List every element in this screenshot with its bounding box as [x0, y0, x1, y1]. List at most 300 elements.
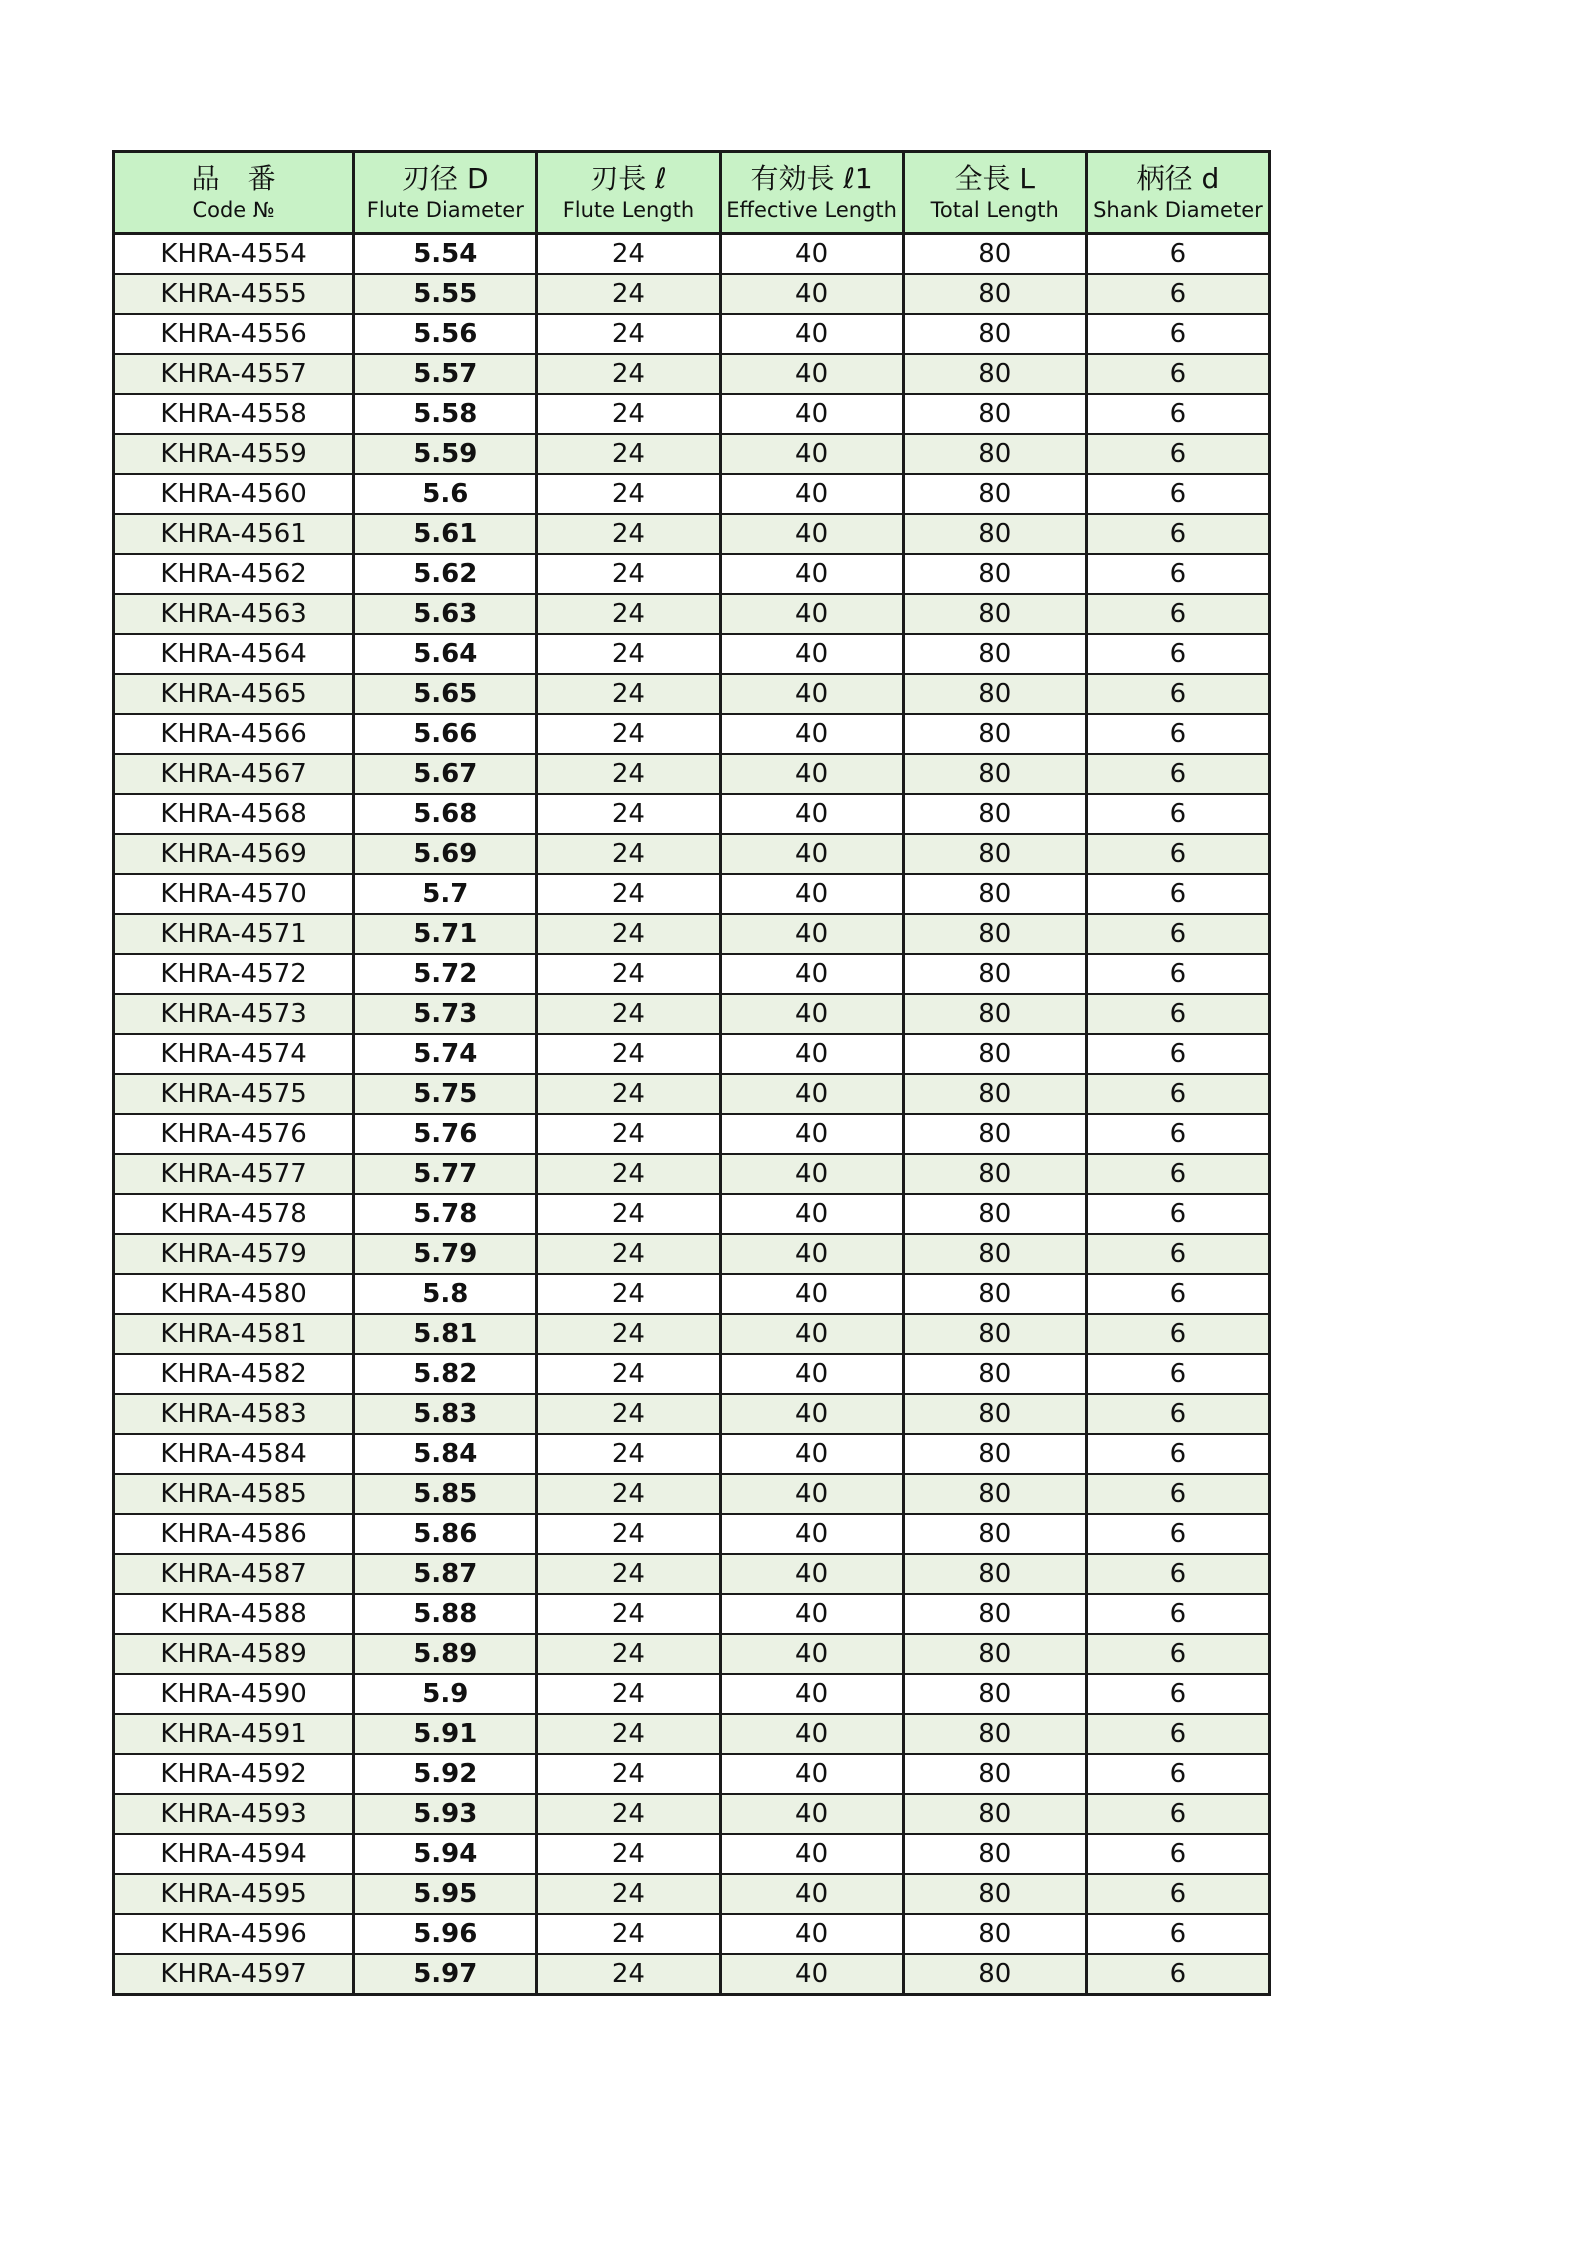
cell-shank-diameter: 6: [1086, 1674, 1269, 1714]
cell-flute-length: 24: [537, 1954, 720, 1995]
cell-flute-diameter: 5.81: [354, 1314, 537, 1354]
cell-effective-length: 40: [720, 274, 903, 314]
cell-code: KHRA-4559: [114, 434, 354, 474]
cell-total-length: 80: [903, 994, 1086, 1034]
cell-total-length: 80: [903, 1794, 1086, 1834]
cell-flute-diameter: 5.92: [354, 1754, 537, 1794]
cell-flute-length: 24: [537, 1074, 720, 1114]
cell-shank-diameter: 6: [1086, 274, 1269, 314]
table-row: [114, 354, 1270, 394]
table-row: [114, 434, 1270, 474]
table-row: [114, 1234, 1270, 1274]
table-row: [114, 1314, 1270, 1354]
cell-effective-length: 40: [720, 1914, 903, 1954]
cell-code: KHRA-4575: [114, 1074, 354, 1114]
table-row: [114, 714, 1270, 754]
header-code: [114, 152, 354, 234]
cell-flute-diameter: 5.59: [354, 434, 537, 474]
cell-total-length: 80: [903, 1514, 1086, 1554]
cell-code: KHRA-4554: [114, 234, 354, 275]
header-total-length-en: Total Length: [930, 197, 1059, 222]
cell-shank-diameter: 6: [1086, 1434, 1269, 1474]
cell-flute-diameter: 5.82: [354, 1354, 537, 1394]
cell-total-length: 80: [903, 1274, 1086, 1314]
cell-flute-diameter: 5.61: [354, 514, 537, 554]
cell-total-length: 80: [903, 234, 1086, 275]
cell-code: KHRA-4556: [114, 314, 354, 354]
cell-flute-length: 24: [537, 314, 720, 354]
cell-total-length: 80: [903, 1714, 1086, 1754]
cell-effective-length: 40: [720, 1474, 903, 1514]
cell-flute-diameter: 5.63: [354, 594, 537, 634]
header-code-en: Code №: [192, 197, 275, 222]
cell-code: KHRA-4566: [114, 714, 354, 754]
cell-flute-diameter: 5.6: [354, 474, 537, 514]
cell-code: KHRA-4597: [114, 1954, 354, 1995]
cell-flute-length: 24: [537, 1714, 720, 1754]
cell-flute-diameter: 5.91: [354, 1714, 537, 1754]
table-row: [114, 994, 1270, 1034]
cell-code: KHRA-4570: [114, 874, 354, 914]
header-effective-length: [720, 152, 903, 234]
cell-total-length: 80: [903, 754, 1086, 794]
cell-code: KHRA-4563: [114, 594, 354, 634]
cell-total-length: 80: [903, 634, 1086, 674]
table-row: [114, 554, 1270, 594]
cell-flute-length: 24: [537, 474, 720, 514]
cell-flute-length: 24: [537, 514, 720, 554]
table-row: [114, 314, 1270, 354]
header-flute-diameter-en: Flute Diameter: [366, 197, 524, 222]
cell-code: KHRA-4558: [114, 394, 354, 434]
table-row: [114, 514, 1270, 554]
cell-effective-length: 40: [720, 514, 903, 554]
cell-flute-length: 24: [537, 1154, 720, 1194]
table-row: [114, 874, 1270, 914]
cell-code: KHRA-4578: [114, 1194, 354, 1234]
cell-flute-diameter: 5.64: [354, 634, 537, 674]
cell-total-length: 80: [903, 274, 1086, 314]
cell-effective-length: 40: [720, 714, 903, 754]
cell-shank-diameter: 6: [1086, 1154, 1269, 1194]
table-row: [114, 794, 1270, 834]
cell-effective-length: 40: [720, 1634, 903, 1674]
cell-flute-length: 24: [537, 1114, 720, 1154]
header-flute-diameter: [354, 152, 537, 234]
cell-code: KHRA-4572: [114, 954, 354, 994]
cell-code: KHRA-4577: [114, 1154, 354, 1194]
cell-shank-diameter: 6: [1086, 1954, 1269, 1995]
cell-code: KHRA-4576: [114, 1114, 354, 1154]
cell-effective-length: 40: [720, 1394, 903, 1434]
table-row: [114, 394, 1270, 434]
cell-shank-diameter: 6: [1086, 1074, 1269, 1114]
cell-effective-length: 40: [720, 434, 903, 474]
cell-effective-length: 40: [720, 1434, 903, 1474]
cell-flute-diameter: 5.87: [354, 1554, 537, 1594]
cell-shank-diameter: 6: [1086, 394, 1269, 434]
cell-effective-length: 40: [720, 674, 903, 714]
cell-effective-length: 40: [720, 1874, 903, 1914]
cell-total-length: 80: [903, 474, 1086, 514]
cell-flute-length: 24: [537, 1594, 720, 1634]
cell-flute-diameter: 5.58: [354, 394, 537, 434]
cell-effective-length: 40: [720, 634, 903, 674]
cell-flute-length: 24: [537, 1834, 720, 1874]
header-shank-diameter-jp: 柄径 d: [1136, 161, 1220, 195]
cell-effective-length: 40: [720, 1554, 903, 1594]
cell-total-length: 80: [903, 1234, 1086, 1274]
header-total-length: [903, 152, 1086, 234]
header-flute-length-jp: 刃長 ℓ: [590, 161, 667, 195]
cell-total-length: 80: [903, 1354, 1086, 1394]
cell-flute-length: 24: [537, 1314, 720, 1354]
cell-total-length: 80: [903, 1874, 1086, 1914]
cell-flute-length: 24: [537, 1354, 720, 1394]
spec-table: [112, 150, 1271, 1996]
cell-effective-length: 40: [720, 794, 903, 834]
cell-flute-length: 24: [537, 274, 720, 314]
cell-effective-length: 40: [720, 1514, 903, 1554]
header-total-length-jp: 全長 L: [954, 161, 1035, 195]
table-row: [114, 1434, 1270, 1474]
cell-flute-diameter: 5.72: [354, 954, 537, 994]
cell-code: KHRA-4560: [114, 474, 354, 514]
table-row: [114, 1794, 1270, 1834]
cell-flute-diameter: 5.71: [354, 914, 537, 954]
cell-total-length: 80: [903, 1154, 1086, 1194]
cell-total-length: 80: [903, 834, 1086, 874]
table-row: [114, 1594, 1270, 1634]
cell-effective-length: 40: [720, 994, 903, 1034]
cell-effective-length: 40: [720, 1754, 903, 1794]
cell-effective-length: 40: [720, 1274, 903, 1314]
cell-flute-length: 24: [537, 874, 720, 914]
table-row: [114, 474, 1270, 514]
cell-shank-diameter: 6: [1086, 954, 1269, 994]
cell-shank-diameter: 6: [1086, 234, 1269, 275]
cell-flute-diameter: 5.65: [354, 674, 537, 714]
table-row: [114, 1874, 1270, 1914]
table-header: [114, 152, 1270, 234]
cell-flute-diameter: 5.78: [354, 1194, 537, 1234]
cell-effective-length: 40: [720, 1074, 903, 1114]
cell-effective-length: 40: [720, 1114, 903, 1154]
cell-flute-length: 24: [537, 834, 720, 874]
cell-total-length: 80: [903, 1474, 1086, 1514]
table-row: [114, 834, 1270, 874]
table-row: [114, 1474, 1270, 1514]
cell-code: KHRA-4562: [114, 554, 354, 594]
cell-effective-length: 40: [720, 1954, 903, 1995]
cell-flute-diameter: 5.8: [354, 1274, 537, 1314]
cell-effective-length: 40: [720, 234, 903, 275]
header-flute-length-en: Flute Length: [562, 197, 695, 222]
cell-code: KHRA-4583: [114, 1394, 354, 1434]
cell-effective-length: 40: [720, 594, 903, 634]
cell-flute-diameter: 5.74: [354, 1034, 537, 1074]
cell-flute-diameter: 5.75: [354, 1074, 537, 1114]
cell-flute-diameter: 5.94: [354, 1834, 537, 1874]
cell-shank-diameter: 6: [1086, 1194, 1269, 1234]
cell-effective-length: 40: [720, 754, 903, 794]
header-row: [114, 152, 1270, 234]
table-row: [114, 1714, 1270, 1754]
table-row: [114, 1154, 1270, 1194]
table-row: [114, 1354, 1270, 1394]
cell-code: KHRA-4586: [114, 1514, 354, 1554]
cell-code: KHRA-4587: [114, 1554, 354, 1594]
cell-effective-length: 40: [720, 394, 903, 434]
cell-shank-diameter: 6: [1086, 1834, 1269, 1874]
table-row: [114, 594, 1270, 634]
cell-flute-length: 24: [537, 1794, 720, 1834]
cell-code: KHRA-4573: [114, 994, 354, 1034]
cell-code: KHRA-4569: [114, 834, 354, 874]
table-row: [114, 1674, 1270, 1714]
cell-total-length: 80: [903, 1194, 1086, 1234]
cell-shank-diameter: 6: [1086, 994, 1269, 1034]
cell-total-length: 80: [903, 594, 1086, 634]
header-shank-diameter-en: Shank Diameter: [1093, 197, 1263, 222]
cell-flute-diameter: 5.55: [354, 274, 537, 314]
cell-effective-length: 40: [720, 1794, 903, 1834]
cell-total-length: 80: [903, 434, 1086, 474]
cell-shank-diameter: 6: [1086, 594, 1269, 634]
cell-shank-diameter: 6: [1086, 1514, 1269, 1554]
cell-flute-length: 24: [537, 1194, 720, 1234]
table-row: [114, 1634, 1270, 1674]
cell-code: KHRA-4584: [114, 1434, 354, 1474]
cell-total-length: 80: [903, 954, 1086, 994]
header-effective-length-en: Effective Length: [726, 197, 897, 222]
cell-shank-diameter: 6: [1086, 354, 1269, 394]
cell-flute-length: 24: [537, 914, 720, 954]
cell-code: KHRA-4585: [114, 1474, 354, 1514]
cell-total-length: 80: [903, 354, 1086, 394]
cell-flute-diameter: 5.68: [354, 794, 537, 834]
table-row: [114, 234, 1270, 275]
cell-shank-diameter: 6: [1086, 1794, 1269, 1834]
cell-shank-diameter: 6: [1086, 1754, 1269, 1794]
cell-code: KHRA-4593: [114, 1794, 354, 1834]
cell-flute-diameter: 5.56: [354, 314, 537, 354]
table-row: [114, 1394, 1270, 1434]
cell-flute-length: 24: [537, 1274, 720, 1314]
cell-code: KHRA-4568: [114, 794, 354, 834]
table-row: [114, 954, 1270, 994]
cell-flute-diameter: 5.85: [354, 1474, 537, 1514]
cell-code: KHRA-4581: [114, 1314, 354, 1354]
cell-code: KHRA-4595: [114, 1874, 354, 1914]
cell-total-length: 80: [903, 914, 1086, 954]
table-body: [114, 234, 1270, 1995]
cell-total-length: 80: [903, 1594, 1086, 1634]
cell-flute-length: 24: [537, 394, 720, 434]
cell-code: KHRA-4589: [114, 1634, 354, 1674]
table-row: [114, 634, 1270, 674]
cell-flute-length: 24: [537, 1034, 720, 1074]
cell-shank-diameter: 6: [1086, 1554, 1269, 1594]
cell-shank-diameter: 6: [1086, 1634, 1269, 1674]
table-row: [114, 1954, 1270, 1995]
header-code-jp: 品 番: [191, 161, 276, 195]
cell-flute-diameter: 5.96: [354, 1914, 537, 1954]
cell-shank-diameter: 6: [1086, 1474, 1269, 1514]
cell-shank-diameter: 6: [1086, 434, 1269, 474]
cell-total-length: 80: [903, 1634, 1086, 1674]
cell-flute-diameter: 5.7: [354, 874, 537, 914]
cell-flute-length: 24: [537, 754, 720, 794]
cell-flute-length: 24: [537, 1874, 720, 1914]
cell-code: KHRA-4588: [114, 1594, 354, 1634]
table-row: [114, 754, 1270, 794]
cell-effective-length: 40: [720, 1594, 903, 1634]
header-effective-length-jp: 有効長 ℓ1: [750, 161, 873, 195]
cell-flute-diameter: 5.69: [354, 834, 537, 874]
cell-effective-length: 40: [720, 354, 903, 394]
cell-shank-diameter: 6: [1086, 634, 1269, 674]
cell-total-length: 80: [903, 1954, 1086, 1995]
cell-code: KHRA-4565: [114, 674, 354, 714]
cell-flute-diameter: 5.76: [354, 1114, 537, 1154]
table-row: [114, 1194, 1270, 1234]
cell-shank-diameter: 6: [1086, 1354, 1269, 1394]
cell-flute-diameter: 5.67: [354, 754, 537, 794]
cell-total-length: 80: [903, 714, 1086, 754]
cell-total-length: 80: [903, 1834, 1086, 1874]
cell-effective-length: 40: [720, 1674, 903, 1714]
cell-effective-length: 40: [720, 554, 903, 594]
cell-flute-length: 24: [537, 1754, 720, 1794]
cell-flute-length: 24: [537, 354, 720, 394]
cell-code: KHRA-4564: [114, 634, 354, 674]
cell-code: KHRA-4582: [114, 1354, 354, 1394]
cell-code: KHRA-4574: [114, 1034, 354, 1074]
cell-code: KHRA-4557: [114, 354, 354, 394]
table-row: [114, 1034, 1270, 1074]
cell-shank-diameter: 6: [1086, 1114, 1269, 1154]
table-row: [114, 1274, 1270, 1314]
cell-flute-diameter: 5.57: [354, 354, 537, 394]
cell-flute-length: 24: [537, 674, 720, 714]
cell-effective-length: 40: [720, 1034, 903, 1074]
cell-total-length: 80: [903, 674, 1086, 714]
table-row: [114, 1554, 1270, 1594]
cell-effective-length: 40: [720, 1314, 903, 1354]
cell-code: KHRA-4592: [114, 1754, 354, 1794]
cell-shank-diameter: 6: [1086, 794, 1269, 834]
cell-shank-diameter: 6: [1086, 554, 1269, 594]
cell-flute-length: 24: [537, 954, 720, 994]
cell-code: KHRA-4571: [114, 914, 354, 954]
cell-effective-length: 40: [720, 1714, 903, 1754]
cell-total-length: 80: [903, 1554, 1086, 1594]
cell-shank-diameter: 6: [1086, 714, 1269, 754]
cell-effective-length: 40: [720, 954, 903, 994]
cell-code: KHRA-4594: [114, 1834, 354, 1874]
cell-flute-diameter: 5.9: [354, 1674, 537, 1714]
header-flute-length: [537, 152, 720, 234]
cell-flute-diameter: 5.73: [354, 994, 537, 1034]
cell-flute-diameter: 5.54: [354, 234, 537, 275]
cell-flute-diameter: 5.89: [354, 1634, 537, 1674]
cell-shank-diameter: 6: [1086, 1874, 1269, 1914]
cell-flute-length: 24: [537, 234, 720, 275]
cell-effective-length: 40: [720, 1154, 903, 1194]
cell-total-length: 80: [903, 794, 1086, 834]
cell-flute-length: 24: [537, 434, 720, 474]
cell-flute-length: 24: [537, 994, 720, 1034]
cell-flute-diameter: 5.86: [354, 1514, 537, 1554]
cell-shank-diameter: 6: [1086, 1234, 1269, 1274]
cell-shank-diameter: 6: [1086, 834, 1269, 874]
cell-flute-length: 24: [537, 594, 720, 634]
cell-flute-diameter: 5.93: [354, 1794, 537, 1834]
cell-flute-diameter: 5.95: [354, 1874, 537, 1914]
cell-flute-length: 24: [537, 714, 720, 754]
cell-shank-diameter: 6: [1086, 474, 1269, 514]
cell-shank-diameter: 6: [1086, 1914, 1269, 1954]
cell-total-length: 80: [903, 1914, 1086, 1954]
cell-total-length: 80: [903, 1394, 1086, 1434]
cell-total-length: 80: [903, 1034, 1086, 1074]
header-shank-diameter: [1086, 152, 1269, 234]
table-row: [114, 1114, 1270, 1154]
cell-shank-diameter: 6: [1086, 1034, 1269, 1074]
table-row: [114, 1834, 1270, 1874]
cell-flute-diameter: 5.84: [354, 1434, 537, 1474]
cell-code: KHRA-4596: [114, 1914, 354, 1954]
cell-effective-length: 40: [720, 1834, 903, 1874]
cell-flute-diameter: 5.62: [354, 554, 537, 594]
cell-effective-length: 40: [720, 874, 903, 914]
table-row: [114, 914, 1270, 954]
cell-total-length: 80: [903, 1114, 1086, 1154]
cell-code: KHRA-4590: [114, 1674, 354, 1714]
cell-shank-diameter: 6: [1086, 914, 1269, 954]
cell-flute-length: 24: [537, 634, 720, 674]
cell-flute-diameter: 5.79: [354, 1234, 537, 1274]
cell-flute-diameter: 5.77: [354, 1154, 537, 1194]
cell-total-length: 80: [903, 514, 1086, 554]
cell-flute-diameter: 5.83: [354, 1394, 537, 1434]
cell-effective-length: 40: [720, 1194, 903, 1234]
cell-code: KHRA-4561: [114, 514, 354, 554]
cell-code: KHRA-4591: [114, 1714, 354, 1754]
cell-flute-length: 24: [537, 794, 720, 834]
cell-code: KHRA-4555: [114, 274, 354, 314]
cell-shank-diameter: 6: [1086, 314, 1269, 354]
cell-flute-diameter: 5.66: [354, 714, 537, 754]
cell-total-length: 80: [903, 1314, 1086, 1354]
table-row: [114, 674, 1270, 714]
table-row: [114, 1074, 1270, 1114]
table-row: [114, 1754, 1270, 1794]
header-flute-diameter-jp: 刃径 D: [402, 161, 489, 195]
cell-effective-length: 40: [720, 314, 903, 354]
table-row: [114, 274, 1270, 314]
cell-flute-length: 24: [537, 1514, 720, 1554]
cell-flute-length: 24: [537, 1434, 720, 1474]
cell-total-length: 80: [903, 314, 1086, 354]
cell-effective-length: 40: [720, 834, 903, 874]
cell-shank-diameter: 6: [1086, 674, 1269, 714]
cell-flute-length: 24: [537, 1914, 720, 1954]
cell-code: KHRA-4579: [114, 1234, 354, 1274]
cell-total-length: 80: [903, 554, 1086, 594]
cell-shank-diameter: 6: [1086, 1314, 1269, 1354]
